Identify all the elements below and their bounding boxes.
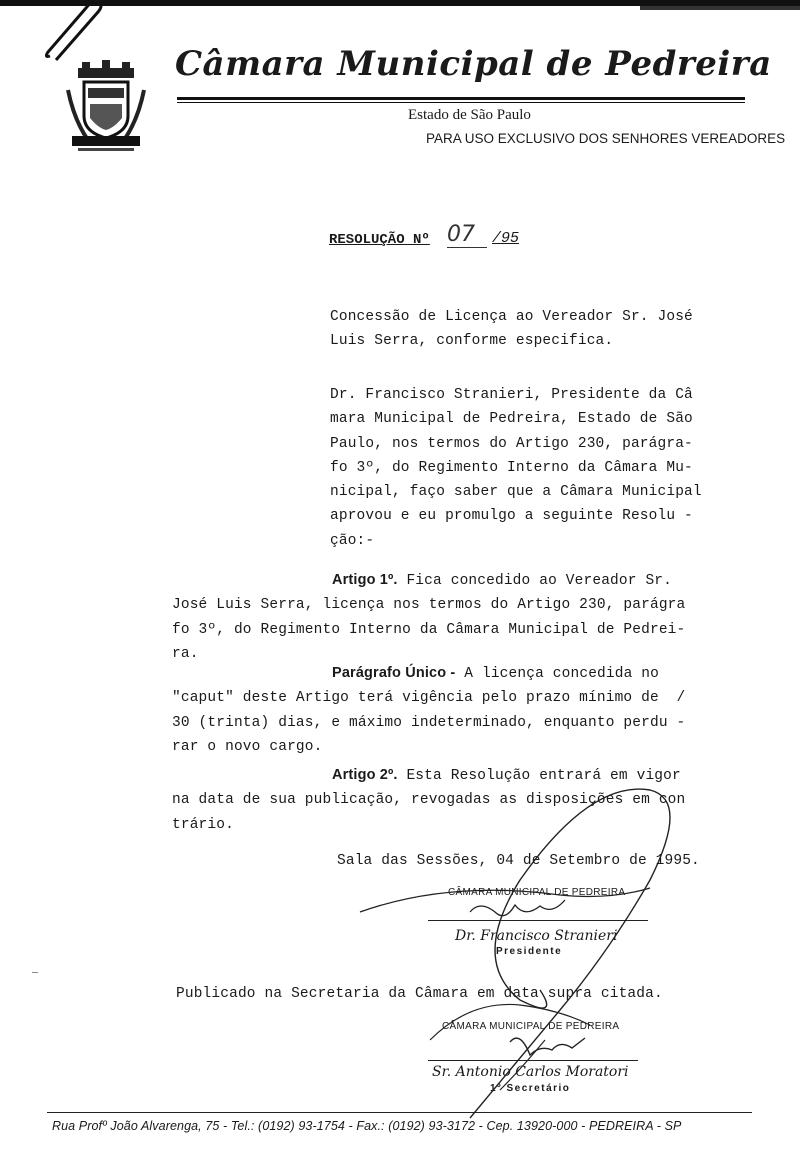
secretary-stamp: CÂMARA MUNICIPAL DE PEDREIRA bbox=[442, 1021, 620, 1032]
publication-note: Publicado na Secretaria da Câmara em data supra citada. bbox=[176, 986, 663, 1002]
single-paragraph-label: Parágrafo Único - bbox=[332, 665, 456, 681]
top-edge-bar-right bbox=[640, 6, 800, 10]
single-paragraph bbox=[172, 661, 685, 759]
chamber-title: Câmara Municipal de Pedreira bbox=[175, 44, 772, 84]
secretary-signature-line bbox=[428, 1060, 638, 1061]
president-signature-line bbox=[428, 920, 648, 921]
paper-clip-icon bbox=[38, 2, 108, 62]
header-rule-thick bbox=[177, 97, 745, 100]
secretary-role: 1º Secretário bbox=[490, 1083, 571, 1094]
footer-rule bbox=[47, 1112, 752, 1113]
article-2 bbox=[172, 763, 685, 837]
secretary-name: Sr. Antonio Carlos Moratori bbox=[432, 1064, 629, 1080]
coat-of-arms bbox=[64, 60, 148, 156]
resolution-number: 07 bbox=[447, 222, 475, 247]
resolution-label: RESOLUÇÃO Nº bbox=[329, 232, 430, 248]
preamble-text: Dr. Francisco Stranieri, Presidente da Câ mara Municipal de Pedreira, Estado de São Paulo, nos termos do Artigo 230, parágra- fo 3º, do Regimento Interno da Câmara Mu- nicipal, faço saber que a Câmara Municipal aprovou e eu promulgo a seguinte Resolu - ção:- bbox=[330, 387, 702, 549]
president-name: Dr. Francisco Stranieri bbox=[455, 928, 618, 944]
article-1-label: Artigo 1º. bbox=[332, 572, 398, 588]
exclusive-use-note: PARA USO EXCLUSIVO DOS SENHORES VEREADORES bbox=[426, 131, 786, 146]
single-paragraph-text: A licença concedida no "caput" deste Artigo terá vigência pelo prazo mínimo de / 30 (trinta) dias, e máximo indeterminado, enquanto perdu - rar o novo cargo. bbox=[172, 666, 686, 755]
ementa-text: Concessão de Licença ao Vereador Sr. José Luis Serra, conforme especifica. bbox=[330, 309, 693, 350]
resolution-year: /95 bbox=[492, 230, 520, 247]
session-date: Sala das Sessões, 04 de Setembro de 1995. bbox=[337, 853, 700, 869]
article-2-text: Esta Resolução entrará em vigor na data de sua publicação, revogadas as disposições em con trário. bbox=[172, 768, 686, 833]
coat-of-arms-icon bbox=[64, 60, 148, 156]
president-stamp: CÂMARA MUNICIPAL DE PEDREIRA bbox=[448, 887, 626, 898]
scan-speck bbox=[32, 972, 38, 973]
resolution-number-underline bbox=[447, 247, 487, 248]
header-rule-thin bbox=[177, 102, 745, 103]
article-2-label: Artigo 2º. bbox=[332, 767, 398, 783]
article-1-text: Fica concedido ao Vereador Sr. José Luis Serra, licença nos termos do Artigo 230, parágra fo 3º, do Regimento Interno da Câmara Municipal de Pedrei- ra. bbox=[172, 573, 686, 662]
president-role: Presidente bbox=[496, 946, 563, 957]
footer-address: Rua Profº João Alvarenga, 75 - Tel.: (0192) 93-1754 - Fax.: (0192) 93-3172 - Cep. 13920-000 - PEDREIRA - SP bbox=[52, 1119, 682, 1133]
state-name: Estado de São Paulo bbox=[408, 107, 531, 123]
article-1 bbox=[172, 568, 685, 666]
